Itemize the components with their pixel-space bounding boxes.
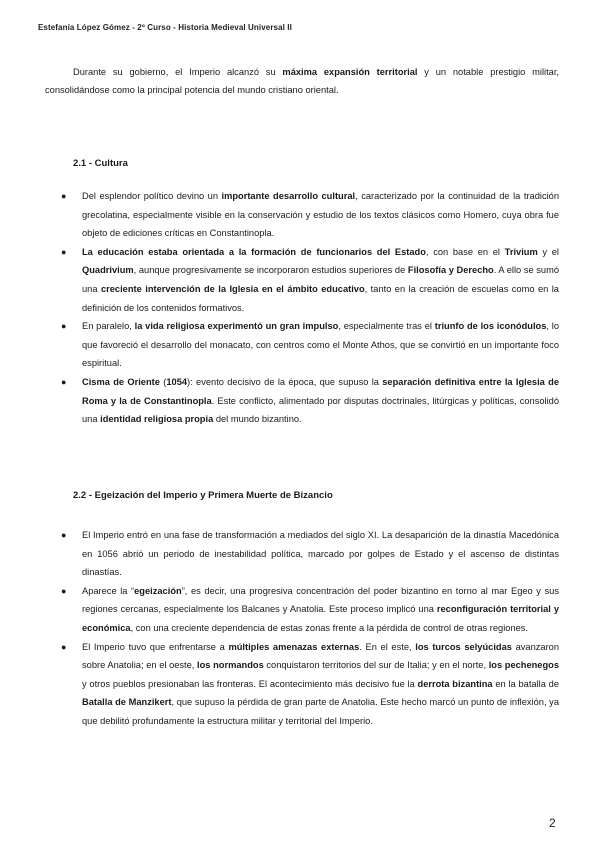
section-heading-egeizacion: 2.2 - Egeización del Imperio y Primera Muerte de Bizancio: [73, 490, 333, 501]
list-item: ● Del esplendor político devino un importante desarrollo cultural, caracterizado por la continuidad de la tradición grecolatina, especialmente visible en la conservación y estudio de los textos clásicos como Homero, cuya obra fue objeto de ediciones críticas en Constantinopla.: [0, 187, 559, 243]
page-number: 2: [549, 816, 556, 830]
cultura-bullet-list: [0, 187, 600, 429]
bullet-icon: ●: [61, 641, 67, 652]
list-item: ● El Imperio tuvo que enfrentarse a múltiples amenazas externas. En el este, los turcos selyúcidas avanzaron sobre Anatolia; en el oeste, los normandos conquistaron territorios del sur de Italia; y en el norte, los pechenegos y otros pueblos presionaban las fronteras. El acontecimiento más decisivo fue la derrota bizantina en la batalla de Batalla de Manzikert, que supuso la pérdida de gran parte de Anatolia. Este hecho marcó un punto de inflexión, ya que debilitó profundamente la estructura militar y territorial del Imperio.: [0, 638, 559, 731]
bullet-icon: ●: [61, 376, 67, 387]
section-heading-cultura: 2.1 - Cultura: [73, 158, 128, 169]
list-item: ● Aparece la “egeización”, es decir, una progresiva concentración del poder bizantino en torno al mar Egeo y sus regiones cercanas, especialmente los Balcanes y Anatolia. Este proceso implicó una reconfiguración territorial y económica, con una creciente dependencia de estas zonas frente a la pérdida de control de otras regiones.: [0, 582, 559, 638]
list-item: ● Cisma de Oriente (1054): evento decisivo de la época, que supuso la separación definitiva entre la Iglesia de Roma y la de Constantinopla. Este conflicto, alimentado por disputas doctrinales, litúrgicas y políticas, consolidó una identidad religiosa propia del mundo bizantino.: [0, 373, 559, 429]
bullet-icon: ●: [61, 585, 67, 596]
bullet-icon: ●: [61, 191, 67, 201]
list-item: ● El Imperio entró en una fase de transformación a mediados del siglo XI. La desaparición de la dinastía Macedónica en 1056 abrió un periodo de inestabilidad política, marcado por golpes de Estado y el ascenso de distintas dinastías.: [0, 526, 559, 582]
bullet-icon: ●: [61, 246, 67, 257]
running-header: Estefanía López Gómez - 2º Curso - Historia Medieval Universal II: [38, 23, 292, 32]
egeizacion-bullet-list: [0, 526, 600, 731]
bullet-icon: ●: [61, 530, 67, 540]
list-item: ● La educación estaba orientada a la formación de funcionarios del Estado, con base en el Trivium y el Quadrivium, aunque progresivamente se incorporaron estudios superiores de Filosofía y Derecho. A ello se sumó una creciente intervención de la Iglesia en el ámbito educativo, tanto en la creación de escuelas como en la definición de los contenidos formativos.: [0, 243, 559, 317]
intro-paragraph: Durante su gobierno, el Imperio alcanzó su máxima expansión territorial y un notable prestigio militar, consolidándose como la principal potencia del mundo cristiano oriental.: [45, 67, 560, 95]
bullet-icon: ●: [61, 321, 67, 332]
list-item: ● En paralelo, la vida religiosa experimentó un gran impulso, especialmente tras el triunfo de los iconódulos, lo que favoreció el desarrollo del monacato, con centros como el Monte Athos, que se convirtió en un importante foco espiritual.: [0, 317, 559, 373]
